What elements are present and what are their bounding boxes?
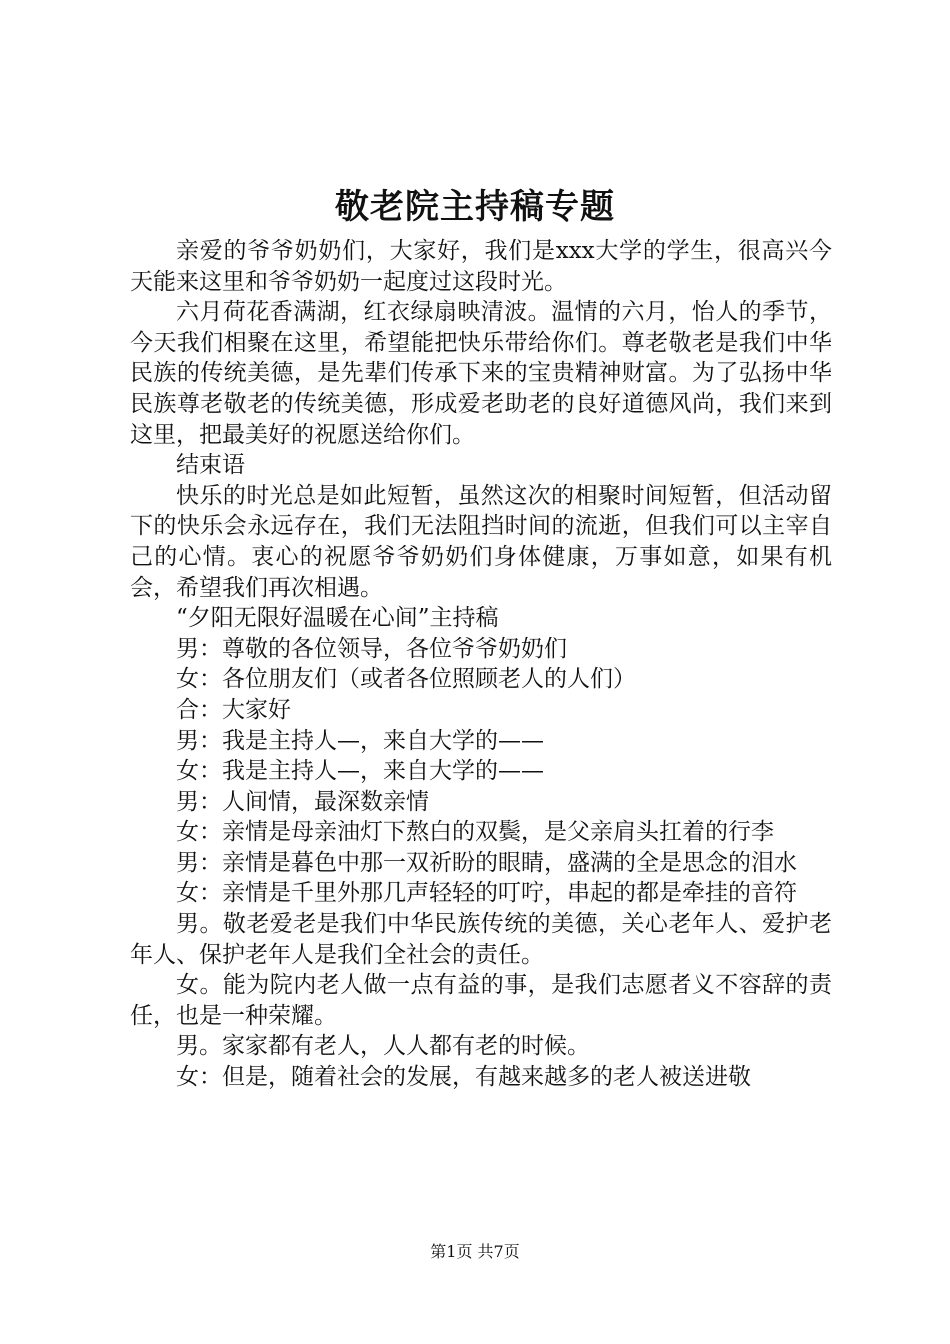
document-body (130, 236, 832, 1093)
dialogue-line: 女：但是，随着社会的发展，有越来越多的老人被送进敬 (176, 1064, 751, 1091)
document-title: 敬老院主持稿专题 (335, 187, 615, 227)
dialogue-line: 合：大家好 (176, 696, 291, 723)
dialogue-line: 男。敬老爱老是我们中华民族传统的美德，关心老年人、爱护老年人、保护老年人是我们全社会的责任。 (130, 911, 832, 968)
dialogue-line: 女：亲情是千里外那几声轻轻的叮咛，串起的都是牵挂的音符 (176, 880, 797, 907)
dialogue-line: 男：尊敬的各位领导，各位爷爷奶奶们 (176, 635, 567, 662)
section-heading: “夕阳无限好温暖在心间”主持稿 (176, 605, 499, 632)
dialogue-line: 女：各位朋友们（或者各位照顾老人的人们） (176, 666, 636, 693)
dialogue-line: 女。能为院内老人做一点有益的事，是我们志愿者义不容辞的责任，也是一种荣耀。 (130, 972, 832, 1029)
dialogue-line: 女：亲情是母亲油灯下熬白的双鬓，是父亲肩头扛着的行李 (176, 819, 774, 846)
section-heading: 结束语 (176, 452, 245, 479)
dialogue-line: 女：我是主持人—，来自大学的—— (176, 758, 544, 785)
paragraph: 快乐的时光总是如此短暂，虽然这次的相聚时间短暂，但活动留下的快乐会永远存在，我们无法阻挡时间的流逝，但我们可以主宰自己的心情。衷心的祝愿爷爷奶奶们身体健康，万事如意，如果有机会，希望我们再次相遇。 (130, 482, 832, 601)
page-number: 第1页 共7页 (430, 1242, 520, 1261)
dialogue-line: 男：人间情，最深数亲情 (176, 788, 429, 815)
paragraph: 六月荷花香满湖，红衣绿扇映清波。温情的六月，怡人的季节，今天我们相聚在这里，希望能把快乐带给你们。尊老敬老是我们中华民族的传统美德，是先辈们传承下来的宝贵精神财富。为了弘扬中华民族尊老敬老的传统美德，形成爱老助老的良好道德风尚，我们来到这里，把最美好的祝愿送给你们。 (130, 299, 832, 448)
dialogue-line: 男：我是主持人—，来自大学的—— (176, 727, 544, 754)
dialogue-line: 男。家家都有老人，人人都有老的时候。 (176, 1033, 590, 1060)
paragraph: 亲爱的爷爷奶奶们，大家好，我们是xxx大学的学生，很高兴今天能来这里和爷爷奶奶一起度过这段时光。 (130, 238, 832, 295)
dialogue-line: 男：亲情是暮色中那一双祈盼的眼睛，盛满的全是思念的泪水 (176, 849, 797, 876)
